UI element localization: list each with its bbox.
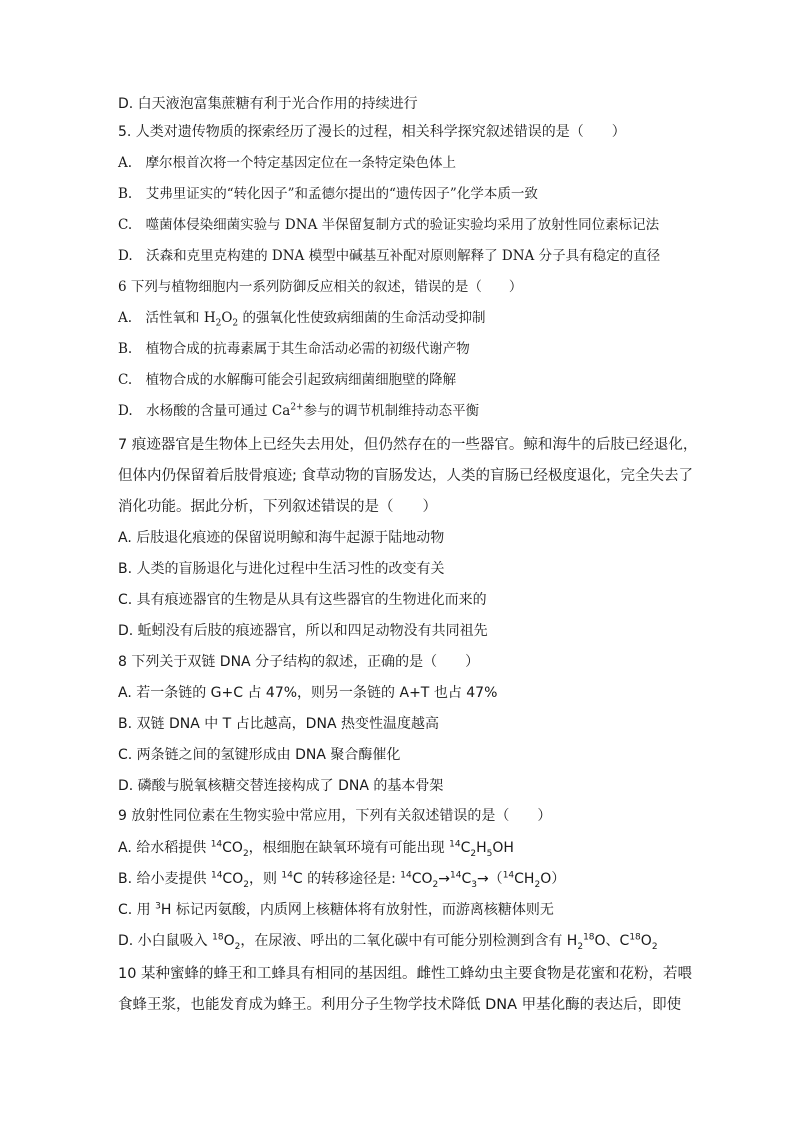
q8-option-b: B. 双链 DNA 中 T 占比越高，DNA 热变性温度越高 (118, 716, 439, 732)
q5-option-b: B. 艾弗里证实的“转化因子”和孟德尔提出的“遗传因子”化学本质一致 (118, 186, 538, 202)
question-7-stem-3: 消化功能。据此分析，下列叙述错误的是（ ） (118, 499, 437, 515)
q8-option-c: C. 两条链之间的氢键形成由 DNA 聚合酶催化 (118, 747, 401, 763)
question-10-stem-2: 食蜂王浆，也能发育成为蜂王。利用分子生物学技术降低 DNA 甲基化酶的表达后，即使 (118, 997, 682, 1013)
q7-option-a: A. 后肢退化痕迹的保留说明鲸和海牛起源于陆地动物 (118, 530, 445, 546)
question-9-stem: 9 放射性同位素在生物实验中常应用，下列有关叙述错误的是（ ） (118, 808, 552, 824)
q7-option-d: D. 蚯蚓没有后肢的痕迹器官，所以和四足动物没有共同祖先 (118, 623, 488, 639)
question-10-stem-1: 10 某种蜜蜂的蜂王和工蜂具有相同的基因组。雌性工蜂幼虫主要食物是花蜜和花粉，若喂 (118, 966, 693, 982)
q8-option-d: D. 磷酸与脱氧核糖交替连接构成了 DNA 的基本骨架 (118, 778, 444, 794)
question-7-stem-2: 但体内仍保留着后肢骨痕迹; 食草动物的盲肠发达，人类的盲肠已经极度退化，完全失去了 (118, 468, 693, 484)
q7-option-b: B. 人类的盲肠退化与进化过程中生活习性的改变有关 (118, 561, 445, 577)
question-8-stem: 8 下列关于双链 DNA 分子结构的叙述，正确的是（ ） (118, 654, 480, 670)
question-7-stem-1: 7 痕迹器官是生物体上已经失去用处，但仍然存在的一些器官。鲸和海牛的后肢已经退化， (118, 437, 698, 453)
q5-option-d: D. 沃森和克里克构建的 DNA 模型中碱基互补配对原则解释了 DNA 分子具有稳定的直径 (118, 248, 661, 264)
q5-option-a: A. 摩尔根首次将一个特定基因定位在一条特定染色体上 (118, 155, 457, 171)
q8-option-a: A. 若一条链的 G+C 占 47%，则另一条链的 A+T 也占 47% (118, 685, 498, 701)
q9-option-d: D. 小白鼠吸入 $^{18}O_2$，在尿液、呼出的二氧化碳中有可能分别检测到含有 $H_2^{18}O$、$C^{18}O_2$ (118, 932, 658, 952)
q6-option-b: B. 植物合成的抗毒素属于其生命活动必需的初级代谢产物 (118, 341, 470, 357)
q6-option-d: D. 水杨酸的含量可通过 $Ca^{2+}$参与的调节机制维持动态平衡 (118, 402, 480, 419)
q9-option-a: A. 给水稻提供 $^{14}CO_2$，根细胞在缺氧环境有可能出现 $^{14}C_2H_5OH$ (118, 839, 514, 859)
question-6-stem: 6 下列与植物细胞内一系列防御反应相关的叙述，错误的是（ ） (118, 279, 523, 295)
q6-option-c: C. 植物合成的水解酶可能会引起致病细菌细胞壁的降解 (118, 372, 457, 388)
q7-option-c: C. 具有痕迹器官的生物是从具有这些器官的生物进化而来的 (118, 592, 487, 608)
question-5-stem: 5. 人类对遗传物质的探索经历了漫长的过程，相关科学探究叙述错误的是（ ） (118, 124, 626, 140)
q6-option-a: A. 活性氧和 $H_2O_2$ 的强氧化性使致病细菌的生命活动受抑制 (118, 310, 486, 329)
q9-option-c: C. 用 $^3$H 标记丙氨酸，内质网上核糖体将有放射性，而游离核糖体则无 (118, 901, 554, 918)
q5-option-c: C. 噬菌体侵染细菌实验与 DNA 半保留复制方式的验证实验均采用了放射性同位素标记法 (118, 217, 660, 233)
q4-option-d: D. 白天液泡富集蔗糖有利于光合作用的持续进行 (118, 96, 418, 112)
q9-option-b: B. 给小麦提供 $^{14}CO_2$，则 $^{14}$C 的转移途径是: $^{14}CO_2\to^{14}C_3\to(^{14}CH_2O)$ (118, 870, 566, 890)
